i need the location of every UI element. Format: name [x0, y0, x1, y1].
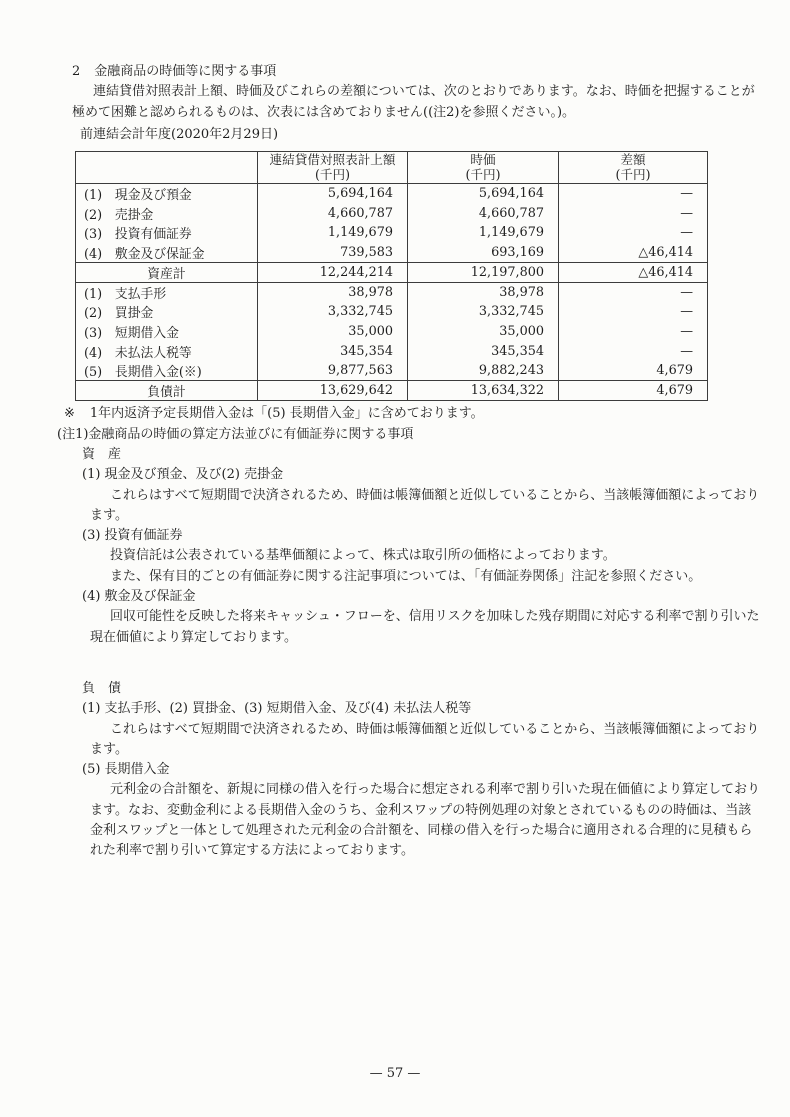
- row-label: 資産計: [76, 262, 258, 282]
- note1-title: (注1)金融商品の時価の算定方法並びに有価証券に関する事項: [57, 426, 414, 442]
- difference: —: [559, 282, 708, 302]
- difference: —: [559, 223, 708, 243]
- row-label: (3) 投資有価証券: [76, 223, 258, 243]
- difference: 4,679: [559, 361, 708, 381]
- difference: —: [559, 342, 708, 362]
- book-value: 5,694,164: [258, 184, 408, 204]
- assets-total-row: [76, 262, 708, 282]
- row-label: (1) 現金及び預金: [76, 184, 258, 204]
- liability-item-title: (5) 長期借入金: [82, 762, 170, 778]
- difference: △46,414: [559, 243, 708, 263]
- table-row: [76, 282, 708, 302]
- section-title: [72, 62, 790, 82]
- header-cell-fair-value: [408, 152, 559, 184]
- row-label: (1) 支払手形: [76, 282, 258, 302]
- difference: —: [559, 203, 708, 223]
- unit-label: (千円): [465, 166, 501, 182]
- table-row: [76, 203, 708, 223]
- section-number: 2: [72, 64, 81, 79]
- fair-value: 13,634,322: [408, 381, 559, 401]
- table-row: [76, 243, 708, 263]
- asset-item-text: これらはすべて短期間で決済されるため、時価は帳簿価額と近似していることから、当該帳簿価額によっており: [110, 487, 760, 503]
- unit-label: (千円): [615, 166, 651, 182]
- fair-value: 3,332,745: [408, 302, 559, 322]
- asset-item-title: (3) 投資有価証券: [82, 528, 183, 544]
- unit-label: (千円): [314, 166, 350, 182]
- book-value: 38,978: [258, 282, 408, 302]
- header-cell-difference: [559, 152, 708, 184]
- section-gap: [0, 648, 790, 679]
- intro-line-1: 連結貸借対照表計上額、時価及びこれらの差額については、次のとおりであります。なお、時価を把握することが: [93, 84, 755, 100]
- book-value: 9,877,563: [258, 361, 408, 381]
- liabilities-heading: 負 債: [82, 680, 122, 696]
- asset-item-title: (4) 敷金及び保証金: [82, 589, 196, 605]
- header-cell-empty: [76, 152, 258, 184]
- table-header-row: [76, 152, 708, 184]
- row-label: 負債計: [76, 381, 258, 401]
- table-row: [76, 342, 708, 362]
- liabilities-total-row: [76, 381, 708, 401]
- column-title: 連結貸借対照表計上額: [269, 152, 396, 168]
- table-row: [76, 184, 708, 204]
- row-label: (4) 未払法人税等: [76, 342, 258, 362]
- book-value: 739,583: [258, 243, 408, 263]
- difference: —: [559, 302, 708, 322]
- liability-item-text: 元利金の合計額を、新規に同様の借入を行った場合に想定される利率で割り引いた現在価値により算定しており: [110, 782, 761, 798]
- liability-item-title: (1) 支払手形、(2) 買掛金、(3) 短期借入金、及び(4) 未払法人税等: [82, 701, 472, 717]
- table-row: [76, 361, 708, 381]
- fair-value: 4,660,787: [408, 203, 559, 223]
- row-label: (3) 短期借入金: [76, 322, 258, 342]
- asset-item-text: 回収可能性を反映した将来キャッシュ・フローを、信用リスクを加味した残存期間に対応する利率で割り引いた: [110, 609, 760, 625]
- difference: △46,414: [559, 262, 708, 282]
- book-value: 35,000: [258, 322, 408, 342]
- table-row: [76, 302, 708, 322]
- liability-item-text: これらはすべて短期間で決済されるため、時価は帳簿価額と近似していることから、当該帳簿価額によっており: [110, 721, 760, 737]
- footnote-mark: ※: [64, 406, 75, 422]
- asset-item-text: 投資信託は公表されている基準価額によって、株式は取引所の価格によっております。: [110, 548, 616, 564]
- liability-item-text: ます。なお、変動金利による長期借入金のうち、金利スワップの特例処理の対象とされているものの時価は、当該: [90, 802, 752, 818]
- section-title-text: 金融商品の時価等に関する事項: [94, 64, 277, 79]
- asset-item-text: ます。: [90, 507, 128, 523]
- row-label: (4) 敷金及び保証金: [76, 243, 258, 263]
- fair-value: 5,694,164: [408, 184, 559, 204]
- asset-item-title: (1) 現金及び預金、及び(2) 売掛金: [82, 467, 284, 483]
- assets-heading: 資 産: [82, 446, 122, 462]
- fair-value: 35,000: [408, 322, 559, 342]
- fiscal-period-label: 前連結会計年度(2020年2月29日): [80, 126, 279, 142]
- asset-item-text: 現在価値により算定しております。: [90, 629, 297, 645]
- book-value: 4,660,787: [258, 203, 408, 223]
- difference: —: [559, 322, 708, 342]
- book-value: 12,244,214: [258, 262, 408, 282]
- liability-item-text: ます。: [90, 741, 128, 757]
- fair-value: 1,149,679: [408, 223, 559, 243]
- fair-value: 693,169: [408, 243, 559, 263]
- table-footnote: [64, 404, 790, 424]
- header-cell-book-value: [258, 152, 408, 184]
- intro-line-2: 極めて困難と認められるものは、次表には含めておりません((注2)を参照ください。)。: [72, 104, 576, 120]
- book-value: 13,629,642: [258, 381, 408, 401]
- asset-item-text: また、保有目的ごとの有価証券に関する注記事項については、「有価証券関係」注記を参照ください。: [110, 568, 702, 584]
- liability-item-text: れた利率で割り引いて算定する方法によっております。: [90, 843, 414, 859]
- difference: 4,679: [559, 381, 708, 401]
- page-number: — 57 —: [369, 1066, 421, 1081]
- row-label: (5) 長期借入金(※): [76, 361, 258, 381]
- footnote-text: 1年内返済予定長期借入金は「(5) 長期借入金」に含めております。: [89, 406, 484, 422]
- book-value: 3,332,745: [258, 302, 408, 322]
- fair-value: 9,882,243: [408, 361, 559, 381]
- row-label: (2) 売掛金: [76, 203, 258, 223]
- fair-value: 12,197,800: [408, 262, 559, 282]
- difference: —: [559, 184, 708, 204]
- row-label: (2) 買掛金: [76, 302, 258, 322]
- table-row: [76, 223, 708, 243]
- book-value: 345,354: [258, 342, 408, 362]
- fair-value: 38,978: [408, 282, 559, 302]
- book-value: 1,149,679: [258, 223, 408, 243]
- column-title: 時価: [470, 152, 496, 168]
- table-row: [76, 322, 708, 342]
- fair-value-table: [75, 151, 708, 401]
- liability-item-text: 金利スワップと一体として処理された元利金の合計額を、同様の借入を行った場合に適用される合理的に見積もら: [90, 823, 753, 839]
- fair-value: 345,354: [408, 342, 559, 362]
- column-title: 差額: [620, 152, 646, 168]
